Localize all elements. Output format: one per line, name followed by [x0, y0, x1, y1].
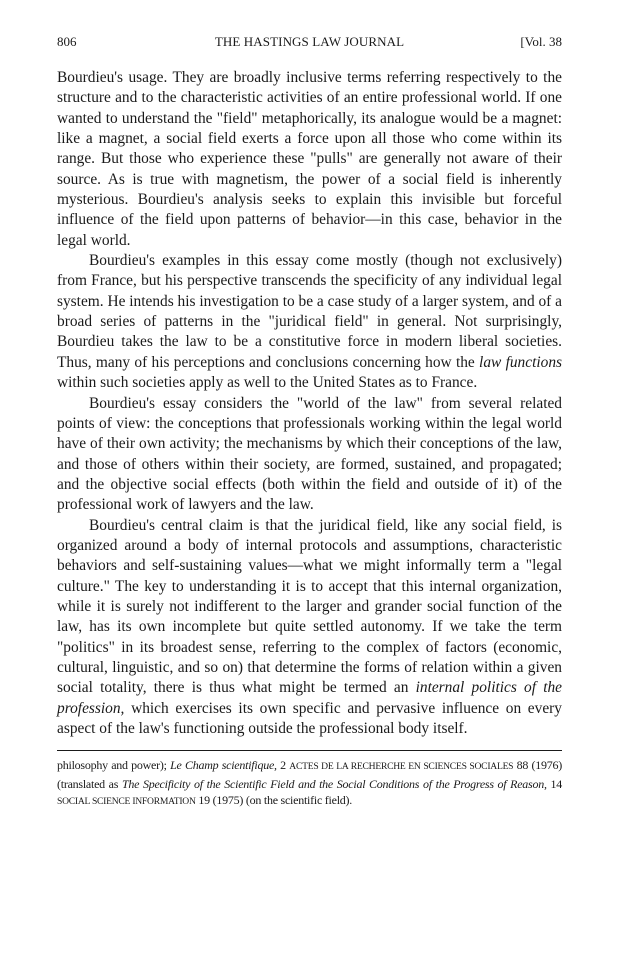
footnote-text-1: philosophy and power);	[57, 758, 171, 773]
body-text	[57, 68, 562, 739]
running-header	[57, 34, 562, 56]
footnote-citation-title-2: The Specificity of the Scientific Field and the Social Conditions of the Progress of Reason,	[121, 776, 547, 791]
journal-title: THE HASTINGS LAW JOURNAL	[214, 34, 405, 49]
footnote-text-4: 14	[546, 776, 563, 791]
paragraph-2-text-b: within such societies apply as well to the United States as to France.	[57, 374, 478, 392]
paragraph-4	[57, 516, 562, 740]
footnote-text-2: 2	[276, 758, 290, 773]
footnote-continuation	[57, 757, 562, 811]
paragraph-2-text-a: Bourdieu's examples in this essay come mostly (though not exclusively) from France, but his perspective transcends the specificity of any individual legal system. He intends his investigation to be a case study of a larger system, and of a broad series of patterns in the "juridical field" in general. Not surprisingly, Bourdieu takes the law to be a constitutive force in modern liberal societies. Thus, many of his perceptions and conclusions concerning how the	[57, 252, 562, 371]
footnote-area	[57, 750, 562, 811]
paragraph-1: Bourdieu's usage. They are broadly inclusive terms referring respectively to the structure and to the characteristic activities of an entire professional world. If one wanted to understand the "field" metaphorically, its analogue would be a magnet: like a magnet, a social field exerts a force upon all those who come within its range. But those who experience these "pulls" are generally not aware of their source. As is true with magnetism, the power of a social field is inherently mysterious. Bourdieu's analysis seeks to explain this invisible but forceful influence of the field upon patterns of behavior—in this case, behavior in the legal world.	[57, 69, 562, 249]
paragraph-4-text-b: which exercises its own specific and pervasive influence on every aspect of the law's functioning outside the professional body itself.	[57, 699, 562, 737]
volume-label: [Vol. 38	[520, 34, 562, 49]
footnote-journal-2: SOCIAL SCIENCE INFORMATION	[57, 796, 196, 808]
paragraph-4-emphasis: internal politics of the profession,	[57, 679, 562, 717]
footnote-journal-1: ACTES DE LA RECHERCHE EN SCIENCES SOCIALES	[289, 761, 514, 773]
document-page	[57, 34, 562, 811]
paragraph-4-text-a: Bourdieu's central claim is that the juridical field, like any social field, is organized around a body of internal protocols and assumptions, characteristic behaviors and self-sustaining values—what we might informally term a "legal culture." The key to understanding it is to accept that this internal organization, while it is surely not indifferent to the larger and grander social function of the law, has its own incomplete but quite settled autonomy. If we take the term "politics" in its broadest sense, referring to the complex of factors (economic, cultural, linguistic, and so on) that determine the forms of relation within a given social totality, there is thus what might be termed an	[57, 516, 562, 697]
footnote-text-3: 88 (1976) (translated as	[57, 758, 562, 791]
footnote-text-5: 19 (1975) (on the scientific field).	[195, 793, 353, 808]
page-number: 806	[57, 34, 77, 49]
paragraph-2-emphasis: law functions	[479, 353, 563, 371]
footnote-citation-title-1: Le Champ scientifique,	[170, 758, 277, 773]
paragraph-2	[57, 251, 562, 393]
paragraph-3: Bourdieu's essay considers the "world of the law" from several related points of view: the conceptions that professionals working within the legal world have of their own activity; the mechanisms by which their conceptions of the law, and those of others within their society, are formed, sustained, and propagated; and the objective social effects (both within the field and outside of it) of the professional work of lawyers and the law.	[57, 394, 562, 514]
